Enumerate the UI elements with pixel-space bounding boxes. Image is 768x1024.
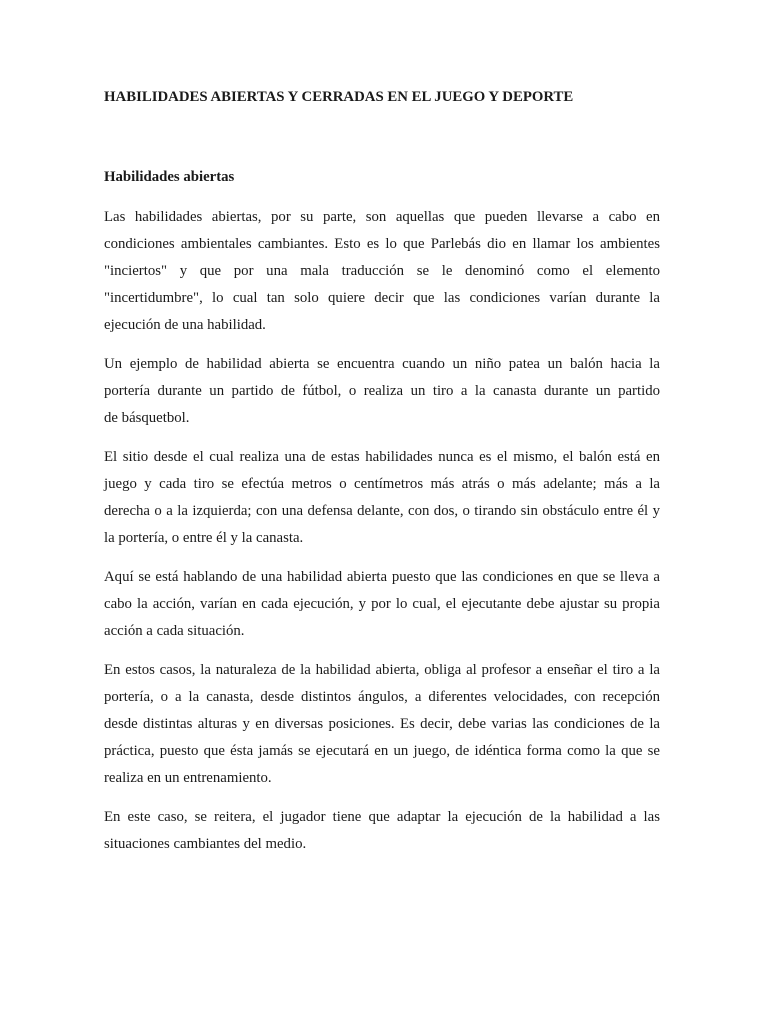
text-line: de básquetbol.	[104, 410, 190, 426]
text-line: ejecución de una habilidad.	[104, 317, 266, 333]
paragraphs	[104, 204, 660, 858]
text-line: Las habilidades abiertas, por su parte, son aquellas que pueden llevarse a cabo en	[104, 209, 660, 225]
text-line: Un ejemplo de habilidad abierta se encuentra cuando un niño patea un balón hacia la	[104, 356, 660, 372]
text-line: cabo la acción, varían en cada ejecución, y por lo cual, el ejecutante debe ajustar su propia	[104, 596, 660, 612]
section-heading: Habilidades abiertas	[104, 169, 235, 185]
text-line: En este caso, se reitera, el jugador tiene que adaptar la ejecución de la habilidad a las	[104, 809, 660, 825]
text-line: juego y cada tiro se efectúa metros o centímetros más atrás o más adelante; más a la	[104, 476, 660, 492]
text-line: "incertidumbre", lo cual tan solo quiere decir que las condiciones varían durante la	[104, 290, 660, 306]
text-line: realiza en un entrenamiento.	[104, 770, 272, 786]
text-line: práctica, puesto que ésta jamás se ejecutará en un juego, de idéntica forma como la que se	[104, 743, 660, 759]
paragraph	[104, 204, 660, 339]
text-line: la portería, o entre él y la canasta.	[104, 530, 304, 546]
text-line: En estos casos, la naturaleza de la habilidad abierta, obliga al profesor a enseñar el tiro a la	[104, 662, 660, 678]
document-title: HABILIDADES ABIERTAS Y CERRADAS EN EL JUEGO Y DEPORTE	[104, 89, 574, 105]
text-line: portería, o a la canasta, desde distintos ángulos, a diferentes velocidades, con recepción	[104, 689, 660, 705]
paragraph	[104, 804, 660, 858]
text-line: "inciertos" y que por una mala traducción se le denominó como el elemento	[104, 263, 660, 279]
text-line: desde distintas alturas y en diversas posiciones. Es decir, debe varias las condiciones de la	[104, 716, 660, 732]
text-line: situaciones cambiantes del medio.	[104, 836, 307, 852]
text-line: Aquí se está hablando de una habilidad abierta puesto que las condiciones en que se lleva a	[104, 569, 660, 585]
text-line: condiciones ambientales cambiantes. Esto es lo que Parlebás dio en llamar los ambientes	[104, 236, 660, 252]
paragraph	[104, 444, 660, 552]
paragraph	[104, 351, 660, 432]
paragraph	[104, 564, 660, 645]
paragraph	[104, 657, 660, 792]
document-content	[104, 84, 660, 870]
text-line: acción a cada situación.	[104, 623, 245, 639]
text-line: El sitio desde el cual realiza una de estas habilidades nunca es el mismo, el balón está en	[104, 449, 660, 465]
text-line: derecha o a la izquierda; con una defensa delante, con dos, o tirando sin obstáculo entre él y	[104, 503, 660, 519]
text-line: portería durante un partido de fútbol, o realiza un tiro a la canasta durante un partido	[104, 383, 660, 399]
